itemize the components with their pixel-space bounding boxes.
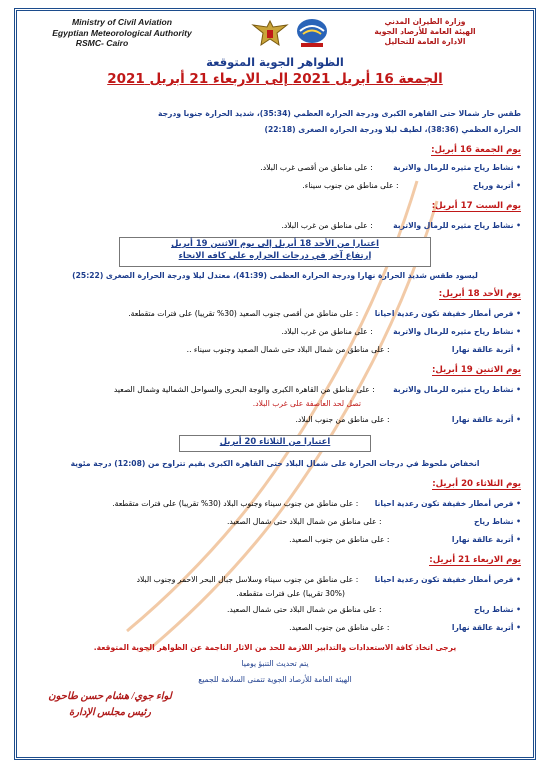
- sunday-item3-label: • أتربة عالقة نهارا: [452, 345, 521, 354]
- tuesday-item1-text: : على مناطق من جنوب سيناء وجنوب البلاد (30% تقريبا) على فترات متقطعة.: [112, 499, 359, 508]
- header-en-line2: Egyptian Meteorological Authority: [52, 27, 192, 38]
- box2-line1: اعتبارا من الثلاثاء 20 أبريل: [219, 436, 331, 446]
- wednesday-item1-sub: (30% تقريبا) على فترات متقطعة.: [236, 589, 345, 598]
- footer-line-2: يتم تحديث التنبؤ يوميا: [241, 659, 309, 668]
- day-saturday: يوم السبت 17 أبريل:: [431, 201, 521, 211]
- wednesday-item2-label: • نشاط رياح: [474, 605, 521, 614]
- monday-item2-label: • أتربة عالقة نهارا: [452, 415, 521, 424]
- wednesday-item1-text: : على مناطق من جنوب سيناء وسلاسل جبال البحر الاحمر وجنوب البلاد: [136, 575, 359, 584]
- bulletin-page: [14, 8, 536, 760]
- header-arabic: [325, 17, 525, 47]
- footer-line-1: يرجى اتخاذ كافة الاستعدادات والتدابير اللازمة للحد من الاثار الناجمة عن الظواهر الجوية المتوقعة.: [93, 643, 457, 652]
- day-tuesday: يوم الثلاثاء 20 أبريل:: [432, 479, 521, 489]
- day-sunday: يوم الأحد 18 أبريل:: [438, 289, 521, 299]
- footer-line-3: الهيئة العامة للأرصاد الجوية تتمنى السلامة للجميع: [198, 675, 352, 684]
- box1-line1: اعتبارا من الأحد 18 أبريل إلى يوم الاثنين 19 أبريل: [171, 238, 379, 248]
- monday-item1-text: : على مناطق من القاهرة الكبرى والوجة البحرى والسواحل الشمالية وشمال الصعيد: [113, 385, 375, 394]
- date-range-title: الجمعة 16 أبريل 2021 إلى الاربعاء 21 أبريل 2021: [107, 71, 443, 87]
- wednesday-item3-text: : على مناطق من جنوب الصعيد.: [289, 623, 390, 632]
- monday-item2-text: : على مناطق من جنوب البلاد.: [295, 415, 390, 424]
- monday-item1-sub: تصل لحد العاصفة على غرب البلاد.: [252, 399, 361, 408]
- tuesday-item3-text: : على مناطق من جنوب الصعيد.: [289, 535, 390, 544]
- day-wednesday: يوم الاربعاء 21 أبريل:: [429, 555, 521, 565]
- tuesday-item2-label: • نشاط رياح: [474, 517, 521, 526]
- eagle-emblem-icon: [249, 17, 291, 51]
- signature-title: رئيس مجلس الإدارة: [68, 707, 152, 718]
- sunday-item2-label: • نشاط رياح مثيره للرمال والاتربة: [393, 327, 521, 336]
- box2-text: انخفاض ملحوظ في درجات الحرارة على شمال البلاد حتى القاهرة الكبرى بقيم تتراوح من (12:08) درجة مئوية: [70, 459, 480, 468]
- box1-text: ليسود طقس شديد الحرارة نهارا ودرجة الحرارة العظمى (41:39)، معتدل ليلا ودرجة الحرارة الصغرى (25:22): [72, 271, 478, 280]
- saturday-item1-text: : على مناطق من غرب البلاد.: [281, 221, 373, 230]
- header-ar-line3: الادارة العامة للتحاليل: [384, 37, 466, 46]
- header-ar-line2: الهيئة العامة للأرصاد الجوية: [374, 27, 476, 36]
- notice-box-2: [179, 435, 371, 452]
- sunday-item1-label: • فرص أمطار خفيفة تكون رعدية احيانا: [375, 309, 521, 318]
- intro-line-1: طقس حار شمالا حتى القاهره الكبرى ودرجة الحرارة العظمي (35:34)، شديد الحرارة جنوبا ودرجة: [157, 109, 521, 118]
- friday-item2-text: : على مناطق من جنوب سيناء.: [302, 181, 399, 190]
- friday-item2-label: • أتربة ورياح: [473, 181, 521, 190]
- saturday-item1-label: • نشاط رياح مثيره للرمال والاتربة: [393, 221, 521, 230]
- ema-logo-icon: [295, 17, 329, 49]
- box1-line2: إرتفاع آخر في درجات الحراره على كافه الانحاء: [178, 250, 372, 260]
- signature-name: لواء جوي/ هشام حسن طاحون: [48, 691, 172, 702]
- document-title: الظواهر الجوية المتوقعة: [206, 55, 344, 69]
- wednesday-item1-label: • فرص أمطار خفيفة تكون رعدية احيانا: [375, 575, 521, 584]
- sunday-item1-text: : على مناطق من أقصى جنوب الصعيد (30% تقريبا) على فترات متقطعة.: [128, 309, 359, 318]
- wednesday-item3-label: • أتربة عالقة نهارا: [452, 623, 521, 632]
- header-en-line1: Ministry of Civil Aviation: [72, 17, 172, 27]
- sunday-item2-text: : على مناطق من غرب البلاد.: [281, 327, 373, 336]
- day-friday: يوم الجمعة 16 أبريل:: [431, 145, 521, 155]
- day-monday: يوم الاثنين 19 أبريل:: [431, 365, 521, 375]
- tuesday-item3-label: • أتربة عالقة نهارا: [452, 535, 521, 544]
- header-en-line3: RSMC- Cairo: [75, 38, 129, 48]
- notice-box-1: [119, 237, 431, 267]
- header-ar-line1: وزارة الطيران المدني: [384, 17, 466, 26]
- friday-item1-text: : على مناطق من أقصى غرب البلاد.: [260, 163, 373, 172]
- tuesday-item1-label: • فرص أمطار خفيفة تكون رعدية احيانا: [375, 499, 521, 508]
- friday-item1-label: • نشاط رياح مثيره للرمال والاتربة: [393, 163, 521, 172]
- sunday-item3-text: : على مناطق من شمال البلاد حتى شمال الصعيد وجنوب سيناء ..: [186, 345, 390, 354]
- tuesday-item2-text: : على مناطق من شمال البلاد حتى شمال الصعيد.: [226, 517, 382, 526]
- monday-item1-label: • نشاط رياح مثيره للرمال والاتربة: [393, 385, 521, 394]
- intro-line-2: الحرارة العظمي (38:36)، لطيف ليلا ودرجة الحرارة الصغرى (22:18): [264, 125, 521, 134]
- wednesday-item2-text: : على مناطق من شمال البلاد حتى شمال الصعيد.: [226, 605, 382, 614]
- header-english: [27, 17, 217, 49]
